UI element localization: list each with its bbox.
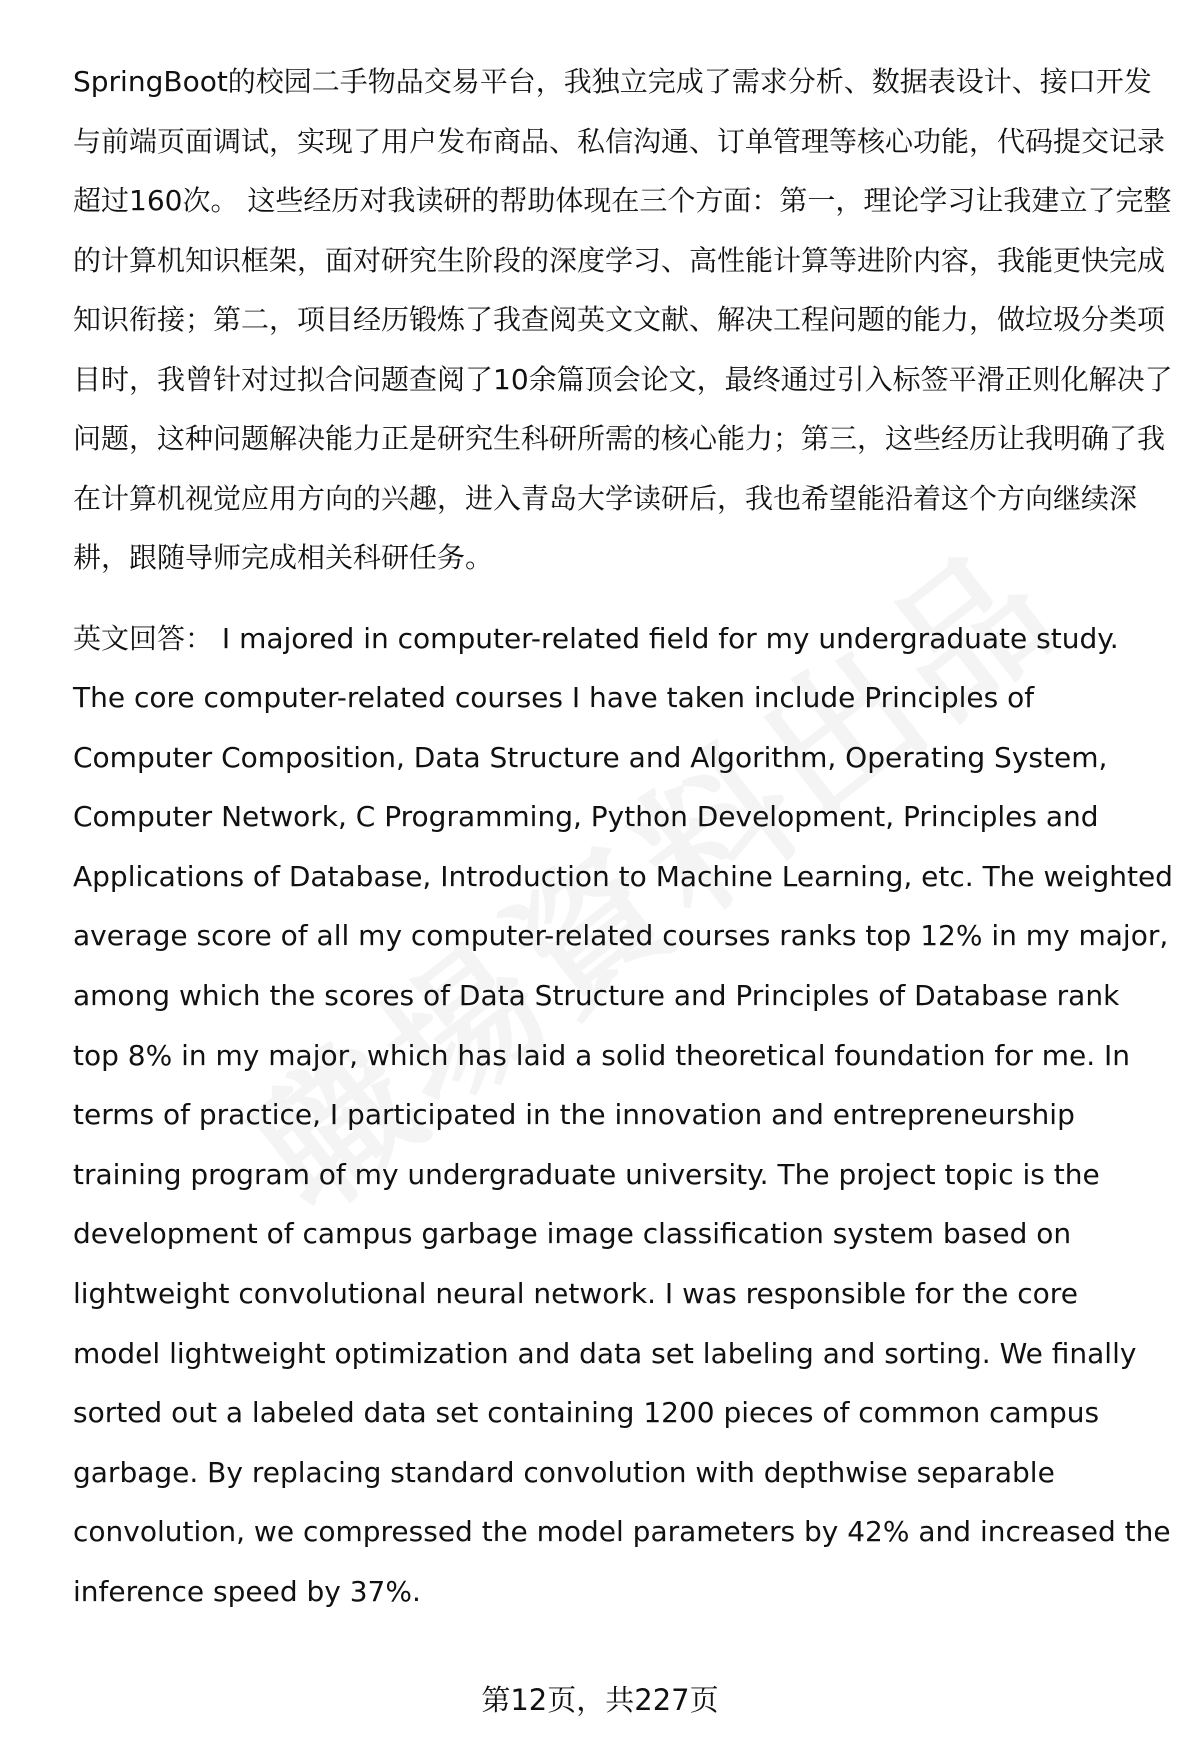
english-answer-paragraph	[73, 609, 1173, 1622]
page-indicator: 第12页，共227页	[481, 1683, 719, 1717]
chinese-paragraph: SpringBoot的校园二手物品交易平台，我独立完成了需求分析、数据表设计、接口开发与前端页面调试，实现了用户发布商品、私信沟通、订单管理等核心功能，代码提交记录超过160次。 这些经历对我读研的帮助体现在三个方面：第一，理论学习让我建立了完整的计算机知识框架，面对研究生阶段的深度学习、高性能计算等进阶内容，我能更快完成知识衔接；第二，项目经历锻炼了我查阅英文文献、解决工程问题的能力，做垃圾分类项目时，我曾针对过拟合问题查阅了10余篇顶会论文，最终通过引入标签平滑正则化解决了问题，这种问题解决能力正是研究生科研所需的核心能力；第三，这些经历让我明确了我在计算机视觉应用方向的兴趣，进入青岛大学读研后，我也希望能沿着这个方向继续深耕，跟随导师完成相关科研任务。	[73, 65, 1173, 574]
document-body	[73, 52, 1173, 1622]
english-answer-label: 英文回答：	[73, 621, 214, 655]
english-answer-text: I majored in computer-related field for my undergraduate study. The core computer-related courses I have taken include Principles of Computer Composition, Data Structure and Algorithm, Operating System, Computer Network, C Programming, Python Development, Principles and Applications of Database, Introduction to Machine Learning, etc. The weighted average score of all my computer-related courses ranks top 12% in my major, among which the scores of Data Structure and Principles of Database rank top 8% in my major, which has laid a solid theoretical foundation for me. In terms of practice, I participated in the innovation and entrepreneurship training program of my undergraduate university. The project topic is the development of campus garbage image classification system based on lightweight convolutional neural network. I was responsible for the core model lightweight optimization and data set labeling and sorting. We finally sorted out a labeled data set containing 1200 pieces of common campus garbage. By replacing standard convolution with depthwise separable convolution, we compressed the model parameters by 42% and increased the inference speed by 37%.	[73, 621, 1173, 1608]
